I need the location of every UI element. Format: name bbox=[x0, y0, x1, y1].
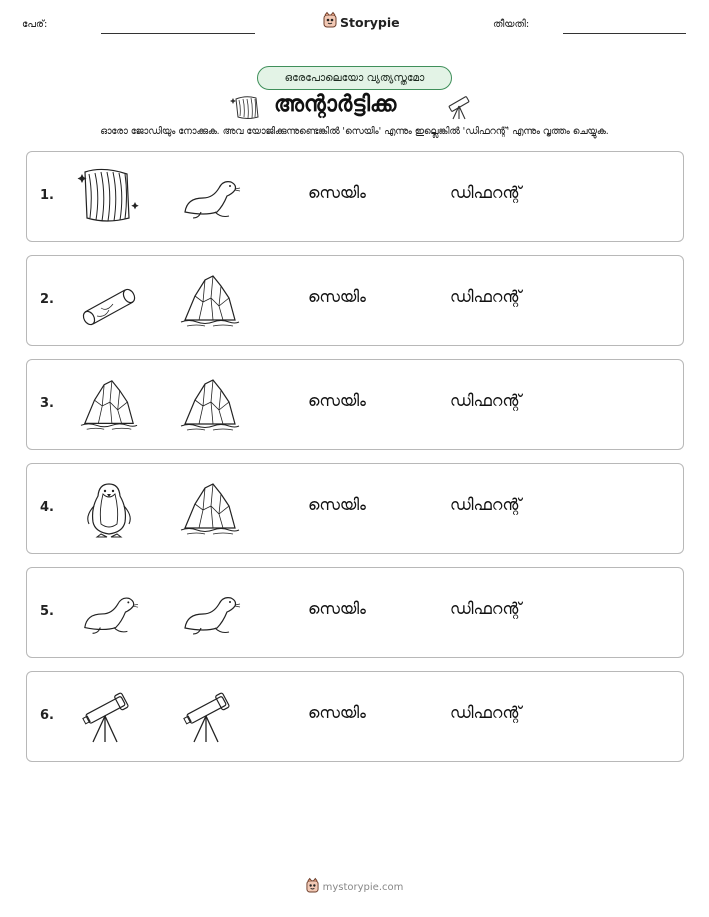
storypie-logo-icon bbox=[323, 12, 337, 32]
brand-logo bbox=[323, 12, 400, 32]
penguin-icon bbox=[79, 480, 139, 538]
option-different[interactable]: ഡിഫറന്റ് bbox=[450, 287, 522, 306]
option-different[interactable]: ഡിഫറന്റ് bbox=[450, 391, 522, 410]
footer bbox=[0, 878, 709, 897]
glacier-icon bbox=[79, 168, 139, 226]
question-row-6 bbox=[26, 671, 684, 762]
worksheet-header bbox=[0, 0, 709, 48]
question-row-2 bbox=[26, 255, 684, 346]
question-row-1 bbox=[26, 151, 684, 242]
question-row-5 bbox=[26, 567, 684, 658]
ice-core-icon bbox=[79, 272, 139, 330]
name-label: പേര്: bbox=[22, 19, 48, 30]
question-number: 6. bbox=[40, 708, 54, 723]
date-field-line[interactable] bbox=[563, 33, 686, 34]
telescope-icon bbox=[79, 688, 139, 746]
option-different[interactable]: ഡിഫറന്റ് bbox=[450, 703, 522, 722]
glacier-icon bbox=[232, 95, 262, 125]
brand-name: Storypie bbox=[340, 14, 400, 30]
name-field-line[interactable] bbox=[101, 33, 255, 34]
option-different[interactable]: ഡിഫറന്റ് bbox=[450, 495, 522, 514]
title-row bbox=[0, 90, 709, 124]
option-same[interactable]: സെയിം bbox=[308, 703, 366, 722]
iceberg-icon bbox=[179, 272, 241, 330]
question-number: 4. bbox=[40, 500, 54, 515]
option-same[interactable]: സെയിം bbox=[308, 599, 366, 618]
question-number: 2. bbox=[40, 292, 54, 307]
telescope-icon bbox=[179, 688, 241, 746]
question-row-4 bbox=[26, 463, 684, 554]
instruction-text: ഓരോ ജോഡിയും നോക്കുക. അവ യോജിക്കുന്നുണ്ടെങ്കിൽ 'സെയിം' എന്നും ഇല്ലെങ്കിൽ 'ഡിഫറന്റ്' എന്നും വൃത്തം ചെയ്യുക. bbox=[100, 126, 609, 137]
date-label: തീയതി: bbox=[493, 19, 530, 30]
option-same[interactable]: സെയിം bbox=[308, 495, 366, 514]
iceberg-icon bbox=[179, 480, 241, 538]
option-different[interactable]: ഡിഫറന്റ് bbox=[450, 599, 522, 618]
telescope-icon bbox=[445, 93, 475, 125]
question-number: 3. bbox=[40, 396, 54, 411]
seal-icon bbox=[179, 584, 241, 642]
page-title: അന്റാർട്ടിക്ക bbox=[274, 92, 397, 117]
question-number: 1. bbox=[40, 188, 54, 203]
activity-type-badge: ഒരേപോലെയോ വ്യത്യസ്തമോ bbox=[257, 66, 452, 90]
iceberg-icon bbox=[79, 376, 139, 434]
option-same[interactable]: സെയിം bbox=[308, 287, 366, 306]
iceberg-icon bbox=[179, 376, 241, 434]
question-number: 5. bbox=[40, 604, 54, 619]
seal-icon bbox=[179, 168, 241, 226]
option-same[interactable]: സെയിം bbox=[308, 183, 366, 202]
option-different[interactable]: ഡിഫറന്റ് bbox=[450, 183, 522, 202]
option-same[interactable]: സെയിം bbox=[308, 391, 366, 410]
question-row-3 bbox=[26, 359, 684, 450]
seal-icon bbox=[79, 584, 139, 642]
storypie-logo-icon bbox=[306, 878, 319, 897]
footer-website[interactable]: mystorypie.com bbox=[322, 882, 404, 893]
